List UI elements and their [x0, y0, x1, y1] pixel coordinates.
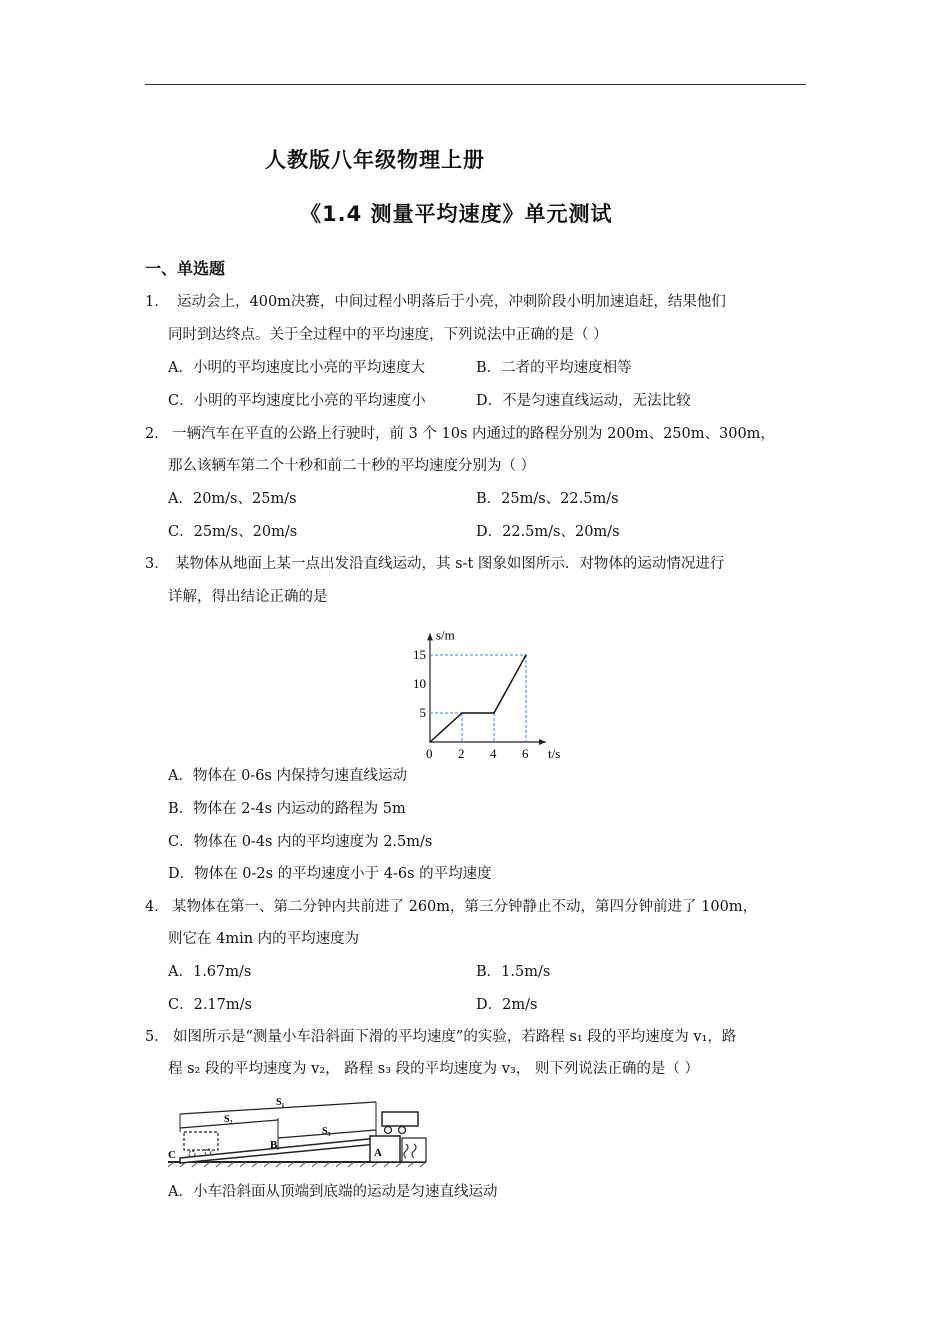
q3-option-d[interactable]: D．物体在 0-2s 的平均速度小于 4-6s 的平均速度	[168, 866, 492, 882]
q4-text-line1: 某物体在第一、第二分钟内共前进了 260m，第三分钟静止不动，第四分钟前进了 100m，	[172, 899, 758, 915]
x-tick-label: 0	[426, 746, 433, 760]
q3-option-a[interactable]: A．物体在 0-6s 内保持匀速直线运动	[168, 768, 407, 784]
label-b: B	[270, 1139, 278, 1151]
q1-number: 1．	[145, 294, 169, 310]
cart-top-wheel	[399, 1127, 406, 1134]
q1-option-c[interactable]: C．小明的平均速度比小亮的平均速度小	[168, 393, 426, 409]
x-axis-label: t/s	[548, 746, 561, 760]
s-t-graph	[400, 612, 570, 760]
data-point	[525, 654, 527, 656]
data-point	[429, 741, 431, 743]
incline-experiment-figure	[166, 1088, 428, 1168]
q1-text-line2: 同时到达终点。关于全过程中的平均速度，下列说法中正确的是（ ）	[168, 327, 608, 343]
q1-option-a[interactable]: A．小明的平均速度比小亮的平均速度大	[168, 360, 425, 376]
y-tick-label: 5	[419, 705, 426, 720]
stopper-block	[402, 1138, 426, 1162]
label-s2: S₂	[224, 1114, 233, 1125]
cart-top-wheel	[385, 1127, 392, 1134]
q4-option-c[interactable]: C．2.17m/s	[168, 997, 252, 1013]
q5-text-line1: 如图所示是“测量小车沿斜面下滑的平均速度”的实验，若路程 s₁ 段的平均速度为 v₁，路	[173, 1029, 737, 1045]
q5-number: 5．	[145, 1029, 169, 1045]
q2-text-line1: 一辆汽车在平直的公路上行驶时，前 3 个 10s 内通过的路程分别为 200m、250m、300m，	[172, 426, 775, 442]
q2-option-b[interactable]: B．25m/s、22.5m/s	[476, 491, 619, 507]
y-axis-label: s/m	[436, 627, 455, 643]
y-tick-label: 15	[413, 647, 426, 662]
section-heading: 一、单选题	[145, 259, 226, 278]
cart-bottom-ghost	[184, 1132, 218, 1150]
q1-option-b[interactable]: B．二者的平均速度相等	[476, 360, 632, 376]
header-rule	[145, 84, 806, 85]
q3-option-b[interactable]: B．物体在 2-4s 内运动的路程为 5m	[168, 801, 406, 817]
q5-option-a[interactable]: A．小车沿斜面从顶端到底端的运动是匀速直线运动	[168, 1184, 498, 1200]
q4-number: 4．	[145, 899, 169, 915]
x-tick-label: 4	[490, 746, 497, 760]
cart-top	[382, 1112, 418, 1126]
q3-option-c[interactable]: C．物体在 0-4s 内的平均速度为 2.5m/s	[168, 834, 433, 850]
q5-text-line2: 程 s₂ 段的平均速度为 v₂， 路程 s₃ 段的平均速度为 v₃， 则下列说法正确的是（ ）	[168, 1061, 699, 1077]
document-title: 人教版八年级物理上册	[265, 148, 485, 172]
q2-option-d[interactable]: D．22.5m/s、20m/s	[476, 524, 620, 540]
label-c: C	[168, 1149, 176, 1161]
label-a: A	[374, 1147, 382, 1159]
q4-option-d[interactable]: D．2m/s	[476, 997, 538, 1013]
document-subtitle: 《1.4 测量平均速度》单元测试	[300, 202, 613, 226]
q2-option-a[interactable]: A．20m/s、25m/s	[168, 491, 297, 507]
q4-option-a[interactable]: A．1.67m/s	[168, 964, 252, 980]
series-line	[430, 655, 526, 742]
q2-option-c[interactable]: C．25m/s、20m/s	[168, 524, 298, 540]
x-axis-arrow	[539, 739, 546, 745]
q3-text-line1: 某物体从地面上某一点出发沿直线运动，其 s-t 图象如图所示．对物体的运动情况进行	[175, 556, 725, 572]
x-tick-label: 6	[522, 746, 529, 760]
y-axis-arrow	[427, 633, 433, 640]
q2-number: 2．	[145, 426, 169, 442]
label-s3: S₃	[322, 1126, 331, 1137]
q3-number: 3．	[145, 556, 169, 572]
data-point	[493, 712, 495, 714]
q4-text-line2: 则它在 4min 内的平均速度为	[168, 931, 360, 947]
label-s1: S₁	[276, 1097, 285, 1108]
data-point	[461, 712, 463, 714]
q1-option-d[interactable]: D．不是匀速直线运动，无法比较	[476, 393, 691, 409]
y-tick-label: 10	[413, 676, 426, 691]
q2-text-line2: 那么该辆车第二个十秒和前二十秒的平均速度分别为（ ）	[168, 458, 536, 474]
q4-option-b[interactable]: B．1.5m/s	[476, 964, 551, 980]
x-tick-label: 2	[458, 746, 465, 760]
q3-text-line2: 详解，得出结论正确的是	[168, 589, 328, 605]
q1-text-line1: 运动会上，400m决赛，中间过程小明落后于小亮，冲刺阶段小明加速追赶，结果他们	[177, 294, 726, 310]
